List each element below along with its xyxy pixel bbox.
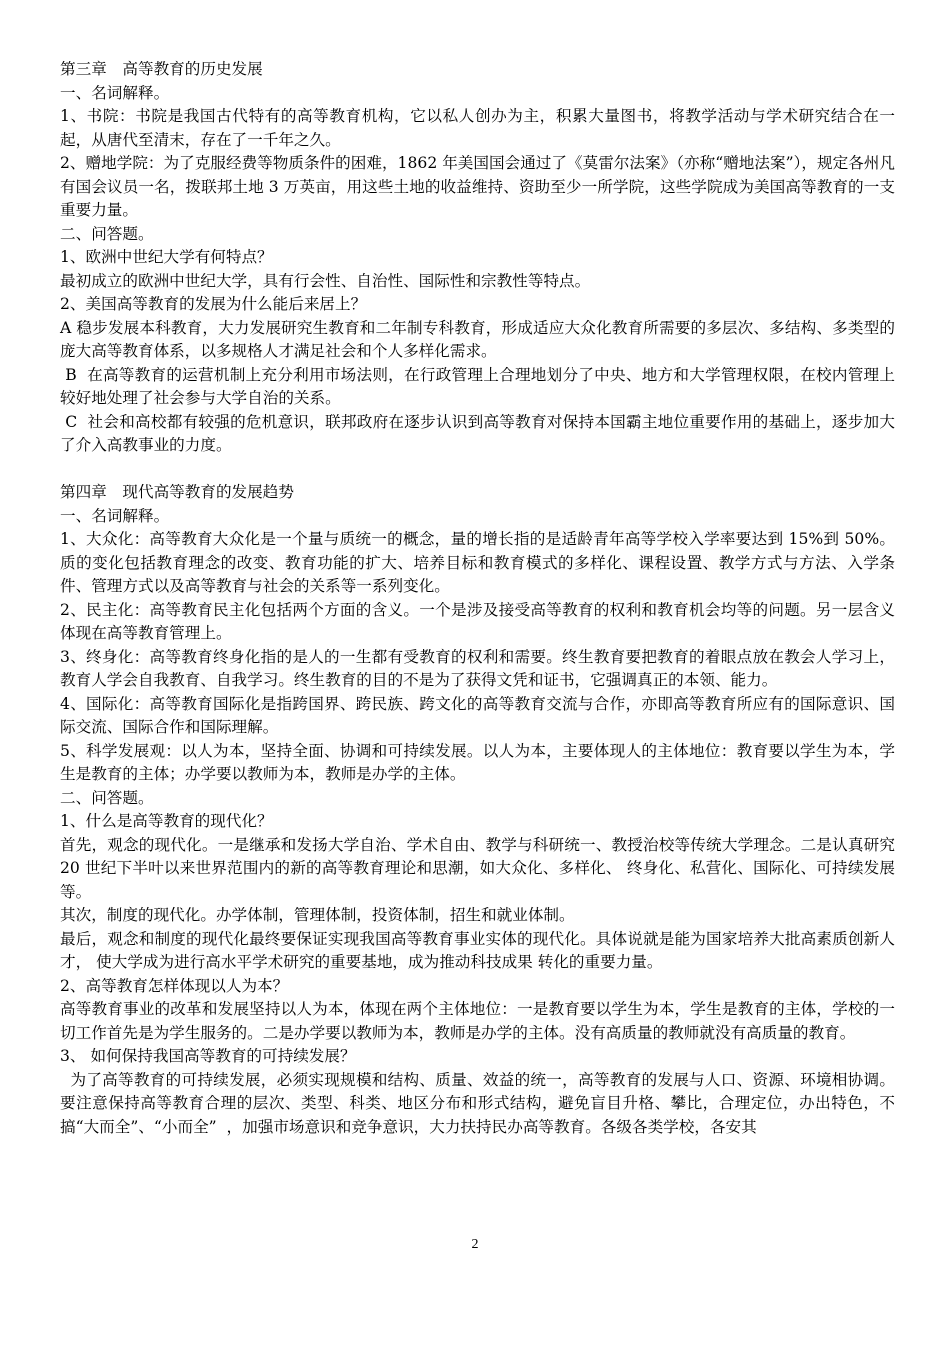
chapter-3-question-1: 1、欧洲中世纪大学有何特点？ [60,248,273,266]
chapter-4-term-internationalization: 4、国际化：高等教育国际化是指跨国界、跨民族、跨文化的高等教育交流与合作，亦即高等教育所应有的国际意识、国际交流、国际合作和国际理解。 [60,694,895,736]
chapter-3-answer-2a: A 稳步发展本科教育，大力发展研究生教育和二年制专科教育，形成适应大众化教育所需要的多层次、多结构、多类型的庞大高等教育体系，以多规格人才满足社会和个人多样化需求。 [60,318,895,360]
chapter-4-answer-1a: 首先，观念的现代化。一是继承和发扬大学自治、学术自由、教学与科研统一、教授治校等传统大学理念。二是认真研究 20 世纪下半叶以来世界范围内的新的高等教育理论和思潮，如大众化、多样化、 终身化、私营化、国际化、可持续发展等。 [60,835,895,901]
chapter-4-title: 第四章 现代高等教育的发展趋势 [60,483,294,501]
chapter-4-section-definitions: 一、名词解释。 [60,506,170,525]
chapter-4-term-lifelong: 3、终身化：高等教育终身化指的是人的一生都有受教育的权利和需要。终生教育要把教育的着眼点放在教会人学习上，教育人学会自我教育、自我学习。终生教育的目的不是为了获得文凭和证书，它强调真正的本领、能力。 [60,647,895,689]
page-number: 2 [471,1237,479,1252]
chapter-3-section-questions: 二、问答题。 [60,224,154,243]
chapter-4-section-questions: 二、问答题。 [60,788,154,807]
chapter-3-answer-1: 最初成立的欧洲中世纪大学，具有行会性、自治性、国际性和宗教性等特点。 [60,271,591,290]
chapter-3-title: 第三章 高等教育的历史发展 [60,60,263,78]
chapter-4-term-democratization: 2、民主化：高等教育民主化包括两个方面的含义。一个是涉及接受高等教育的权利和教育机会均等的问题。另一层含义体现在高等教育管理上。 [60,600,895,642]
chapter-4-term-scientific-outlook: 5、科学发展观：以人为本，坚持全面、协调和可持续发展。以人为本，主要体现人的主体地位：教育要以学生为本，学生是教育的主体；办学要以教师为本，教师是办学的主体。 [60,741,895,783]
chapter-3-term-shuyuan: 1、书院：书院是我国古代特有的高等教育机构，它以私人创办为主，积累大量图书，将教学活动与学术研究结合在一起，从唐代至清末，存在了一千年之久。 [60,107,895,149]
chapter-4-term-massification: 1、大众化：高等教育大众化是一个量与质统一的概念，量的增长指的是适龄青年高等学校入学率要达到 15%到 50%。质的变化包括教育理念的改变、教育功能的扩大、培养目标和教育模式的多样化、课程设置、教学方式与方法、入学条件、管理方式以及高等教育与社会的关系等一系列变化。 [60,530,895,595]
chapter-spacer [60,458,895,482]
chapter-3-section-definitions: 一、名词解释。 [60,83,170,102]
chapter-4-question-1: 1、什么是高等教育的现代化？ [60,812,273,830]
chapter-3-question-2: 2、美国高等教育的发展为什么能后来居上？ [60,295,367,313]
chapter-4-answer-1b: 其次，制度的现代化。办学体制，管理体制，投资体制，招生和就业体制。 [60,906,575,924]
chapter-4-question-2: 2、高等教育怎样体现以人为本？ [60,976,289,995]
chapter-3-term-land-grant-college: 2、赠地学院：为了克服经费等物质条件的困难，1862 年美国国会通过了《莫雷尔法案》（亦称“赠地法案”），规定各州凡有国会议员一名，拨联邦土地 3 万英亩，用这些土地的收益维持、资助至少一所学院，这些学院成为美国高等教育的一支重要力量。 [60,154,895,219]
chapter-4-answer-2: 高等教育事业的改革和发展坚持以人为本，体现在两个主体地位：一是教育要以学生为本，学生是教育的主体，学校的一切工作首先是为学生服务的。二是办学要以教师为本，教师是办学的主体。没有高质量的教师就没有高质量的教育。 [60,1000,895,1042]
chapter-4-question-3: 3、 如何保持我国高等教育的可持续发展？ [60,1047,356,1065]
document-body [60,58,895,1139]
chapter-4-answer-3: 为了高等教育的可持续发展，必须实现规模和结构、质量、效益的统一，高等教育的发展与人口、资源、环境相协调。要注意保持高等教育合理的层次、类型、科类、地区分布和形式结构，避免盲目升格、攀比，合理定位，办出特色，不搞“大而全”、“小而全” ，加强市场意识和竞争意识，大力扶持民办高等教育。各级各类学校，各安其 [60,1070,895,1136]
chapter-4-answer-1c: 最后，观念和制度的现代化最终要保证实现我国高等教育事业实体的现代化。具体说就是能为国家培养大批高素质创新人才， 使大学成为进行高水平学术研究的重要基地，成为推动科技成果 转化的重要力量。 [60,929,895,971]
chapter-3-answer-2b: B 在高等教育的运营机制上充分利用市场法则，在行政管理上合理地划分了中央、地方和大学管理权限，在校内管理上较好地处理了社会参与大学自治的关系。 [60,365,895,407]
chapter-3-answer-2c: C 社会和高校都有较强的危机意识，联邦政府在逐步认识到高等教育对保持本国霸主地位重要作用的基础上，逐步加大了介入高教事业的力度。 [60,412,895,454]
